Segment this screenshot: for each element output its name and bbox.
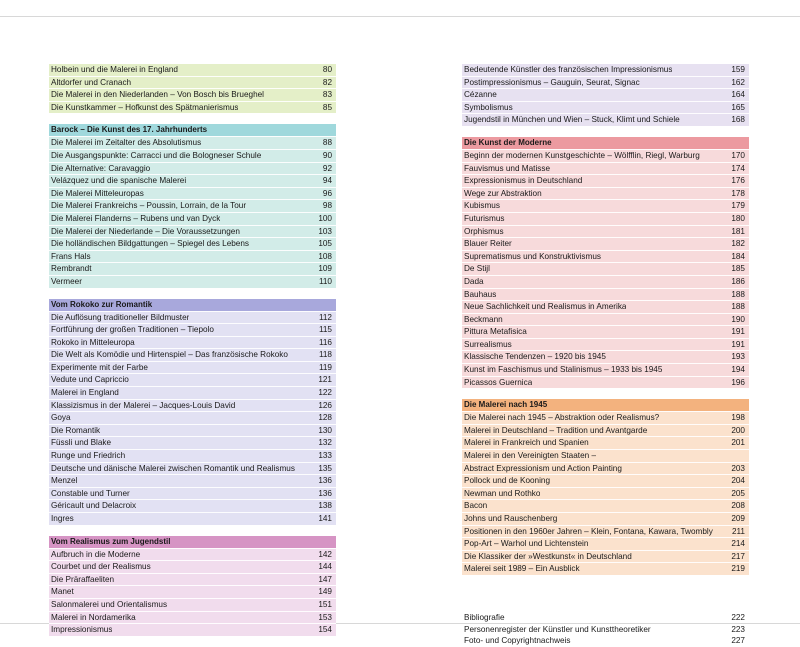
entry-title: Surrealismus xyxy=(464,339,512,349)
toc-section-realismus xyxy=(49,536,336,636)
entry-page-number: 116 xyxy=(318,337,332,347)
entry-page-number: 204 xyxy=(731,476,745,486)
toc-entry[interactable] xyxy=(462,350,749,363)
entry-page-number: 128 xyxy=(318,413,332,423)
toc-entry[interactable] xyxy=(462,537,749,550)
entry-page-number: 179 xyxy=(731,201,745,211)
entry-page-number: 151 xyxy=(318,599,332,609)
entry-title: Die Alternative: Caravaggio xyxy=(51,163,151,173)
entry-title: Fauvismus und Matisse xyxy=(464,163,551,173)
entry-title: Pop-Art – Warhol und Lichtenstein xyxy=(464,539,589,549)
entry-title: Die Auflösung traditioneller Bildmuster xyxy=(51,312,190,322)
entry-page-number: 181 xyxy=(731,226,745,236)
toc-entry[interactable] xyxy=(462,300,749,313)
entry-title: Holbein und die Malerei in England xyxy=(51,65,178,74)
toc-entry[interactable] xyxy=(49,162,336,175)
entry-page-number: 208 xyxy=(731,501,745,511)
toc-entry[interactable] xyxy=(49,225,336,238)
entry-title: Cézanne xyxy=(464,90,497,100)
toc-entry[interactable] xyxy=(49,573,336,586)
toc-entry[interactable] xyxy=(462,612,749,624)
toc-entry[interactable] xyxy=(49,336,336,349)
entry-title: Beckmann xyxy=(464,314,503,324)
entry-page-number: 201 xyxy=(731,438,745,448)
entry-page-number: 136 xyxy=(318,476,332,486)
entry-title: De Stijl xyxy=(464,264,490,274)
entry-title: Frans Hals xyxy=(51,251,91,261)
entry-title: Goya xyxy=(51,413,71,423)
toc-entry[interactable] xyxy=(49,237,336,250)
entry-page-number: 185 xyxy=(731,264,745,274)
toc-entry[interactable] xyxy=(462,225,749,238)
entry-title: Klassizismus in der Malerei – Jacques-Louis David xyxy=(51,400,236,410)
toc-entry[interactable] xyxy=(462,325,749,338)
left-page-column xyxy=(49,64,336,636)
entry-page-number: 136 xyxy=(318,488,332,498)
entry-page-number: 132 xyxy=(318,438,332,448)
entry-title: Die Malerei der Niederlande – Die Voraussetzungen xyxy=(51,226,240,236)
toc-entry[interactable] xyxy=(462,635,749,647)
entry-title: Personenregister der Künstler und Kunsttheoretiker xyxy=(464,624,651,634)
toc-entry[interactable] xyxy=(49,399,336,412)
entry-title: Géricault und Delacroix xyxy=(51,501,137,511)
entry-title: Malerei in Nordamerika xyxy=(51,612,136,622)
entry-title: Die Malerei im Zeitalter des Absolutismus xyxy=(51,138,202,148)
entry-page-number: 186 xyxy=(731,276,745,286)
toc-entry[interactable] xyxy=(462,149,749,162)
entry-page-number: 184 xyxy=(731,251,745,261)
toc-entry[interactable] xyxy=(462,338,749,351)
section-heading: Vom Realismus zum Jugendstil xyxy=(49,536,336,548)
toc-section-intro xyxy=(49,64,336,113)
toc-back-matter xyxy=(462,612,749,647)
entry-title: Runge und Friedrich xyxy=(51,451,126,461)
entry-page-number: 196 xyxy=(731,377,745,387)
entry-page-number: 223 xyxy=(731,624,745,634)
entry-page-number: 90 xyxy=(322,150,332,160)
entry-title: Die Malerei Frankreichs – Poussin, Lorrain, de la Tour xyxy=(51,201,247,211)
entry-title: Symbolismus xyxy=(464,102,513,112)
toc-entry[interactable] xyxy=(49,323,336,336)
entry-page-number: 164 xyxy=(731,90,745,100)
toc-entry[interactable] xyxy=(49,499,336,512)
entry-title: Klassische Tendenzen – 1920 bis 1945 xyxy=(464,352,606,362)
entry-title: Impressionismus xyxy=(51,625,113,635)
entry-title: Orphismus xyxy=(464,226,504,236)
entry-page-number: 203 xyxy=(731,463,745,473)
toc-entry[interactable] xyxy=(49,548,336,561)
entry-page-number: 176 xyxy=(731,176,745,186)
entry-title: Die Malerei in den Niederlanden – Von Bosch bis Brueghel xyxy=(51,90,265,100)
entry-page-number: 227 xyxy=(731,636,745,646)
entry-title: Jugendstil in München und Wien – Stuck, Klimt und Schiele xyxy=(464,115,680,125)
entry-page-number: 130 xyxy=(318,425,332,435)
entry-title: Courbet und der Realismus xyxy=(51,562,151,572)
entry-page-number: 88 xyxy=(322,138,332,148)
entry-page-number: 126 xyxy=(318,400,332,410)
entry-page-number: 174 xyxy=(731,163,745,173)
entry-title: Malerei in England xyxy=(51,388,119,398)
entry-page-number: 222 xyxy=(731,612,745,622)
entry-page-number: 142 xyxy=(318,549,332,559)
toc-entry[interactable] xyxy=(49,512,336,525)
toc-section-nach1945 xyxy=(462,399,749,575)
entry-title: Füssli und Blake xyxy=(51,438,112,448)
entry-page-number: 188 xyxy=(731,302,745,312)
toc-entry[interactable] xyxy=(462,436,749,449)
toc-entry[interactable] xyxy=(49,275,336,288)
toc-section-rokoko xyxy=(49,299,336,525)
toc-entry[interactable] xyxy=(462,162,749,175)
toc-entry[interactable] xyxy=(49,598,336,611)
toc-entry[interactable] xyxy=(49,373,336,386)
toc-entry[interactable] xyxy=(49,436,336,449)
toc-entry[interactable] xyxy=(462,288,749,301)
toc-entry[interactable] xyxy=(49,361,336,374)
entry-title: Die Romantik xyxy=(51,425,101,435)
entry-title: Ingres xyxy=(51,514,74,523)
entry-title: Die Präraffaeliten xyxy=(51,574,115,584)
toc-entry[interactable] xyxy=(49,250,336,263)
entry-page-number: 138 xyxy=(318,501,332,511)
entry-page-number: 110 xyxy=(318,276,332,286)
entry-title: Wege zur Abstraktion xyxy=(464,188,542,198)
entry-title: Kunst im Faschismus und Stalinismus – 1933 bis 1945 xyxy=(464,365,663,375)
entry-title: Picassos Guernica xyxy=(464,377,533,387)
entry-title: Postimpressionismus – Gauguin, Seurat, Signac xyxy=(464,77,640,87)
entry-title: Die Malerei Flanderns – Rubens und van Dyck xyxy=(51,213,221,223)
entry-page-number: 188 xyxy=(731,289,745,299)
entry-title: Bacon xyxy=(464,501,488,511)
toc-entry[interactable] xyxy=(49,101,336,114)
entry-page-number: 92 xyxy=(322,163,332,173)
entry-page-number: 80 xyxy=(322,65,332,74)
right-page-column xyxy=(462,64,749,647)
entry-title: Die Ausgangspunkte: Carracci und die Bologneser Schule xyxy=(51,150,262,160)
entry-title: Fortführung der großen Traditionen – Tiepolo xyxy=(51,325,214,335)
toc-entry[interactable] xyxy=(49,64,336,76)
entry-title: Experimente mit der Farbe xyxy=(51,362,148,372)
entry-page-number: 178 xyxy=(731,188,745,198)
entry-page-number: 141 xyxy=(318,514,332,523)
entry-page-number: 122 xyxy=(318,388,332,398)
toc-entry[interactable] xyxy=(49,212,336,225)
entry-page-number: 209 xyxy=(731,514,745,523)
toc-entry[interactable] xyxy=(49,262,336,275)
entry-page-number: 165 xyxy=(731,102,745,112)
entry-page-number: 82 xyxy=(322,77,332,87)
toc-entry[interactable] xyxy=(462,313,749,326)
toc-entry[interactable] xyxy=(462,88,749,101)
toc-entry[interactable] xyxy=(49,136,336,149)
toc-entry[interactable] xyxy=(462,76,749,89)
entry-title: Menzel xyxy=(51,476,78,486)
toc-entry[interactable] xyxy=(462,512,749,525)
toc-entry[interactable] xyxy=(462,487,749,500)
entry-page-number: 103 xyxy=(318,226,332,236)
toc-entry[interactable] xyxy=(462,101,749,114)
entry-title: Malerei in Deutschland – Tradition und Avantgarde xyxy=(464,425,648,435)
entry-page-number: 135 xyxy=(318,463,332,473)
entry-page-number: 159 xyxy=(731,65,745,74)
entry-title: Velázquez und die spanische Malerei xyxy=(51,176,187,186)
entry-page-number: 96 xyxy=(322,188,332,198)
toc-entry[interactable] xyxy=(462,449,749,462)
toc-entry[interactable] xyxy=(49,474,336,487)
entry-title: Suprematismus und Konstruktivismus xyxy=(464,251,601,261)
entry-title: Constable und Turner xyxy=(51,488,130,498)
entry-title: Pollock und de Kooning xyxy=(464,476,551,486)
toc-entry[interactable] xyxy=(462,262,749,275)
book-spread xyxy=(0,16,800,646)
entry-page-number: 121 xyxy=(318,375,332,385)
toc-entry[interactable] xyxy=(462,624,749,636)
entry-page-number: 115 xyxy=(318,325,332,335)
entry-title: Manet xyxy=(51,587,74,597)
entry-title: Blauer Reiter xyxy=(464,239,512,249)
toc-entry[interactable] xyxy=(462,525,749,538)
section-heading: Die Malerei nach 1945 xyxy=(462,399,749,411)
toc-entry[interactable] xyxy=(462,376,749,389)
toc-entry[interactable] xyxy=(49,424,336,437)
toc-entry[interactable] xyxy=(462,411,749,424)
entry-title: Beginn der modernen Kunstgeschichte – Wölfflin, Riegl, Warburg xyxy=(464,150,700,160)
entry-title: Die Malerei nach 1945 – Abstraktion oder Realismus? xyxy=(464,413,660,423)
toc-section-moderne xyxy=(462,137,749,388)
toc-section-barock xyxy=(49,124,336,287)
entry-title: Bedeutende Künstler des französischen Impressionismus xyxy=(464,65,673,74)
entry-page-number: 100 xyxy=(318,213,332,223)
entry-page-number: 168 xyxy=(731,115,745,125)
entry-title: Vermeer xyxy=(51,276,82,286)
entry-title: Die holländischen Bildgattungen – Spiegel des Lebens xyxy=(51,239,250,249)
entry-page-number: 98 xyxy=(322,201,332,211)
toc-entry[interactable] xyxy=(49,174,336,187)
toc-entry[interactable] xyxy=(49,311,336,324)
entry-page-number: 182 xyxy=(731,239,745,249)
entry-page-number xyxy=(739,450,745,462)
toc-entry[interactable] xyxy=(462,499,749,512)
toc-entry[interactable] xyxy=(462,212,749,225)
entry-title: Rembrandt xyxy=(51,264,92,274)
entry-title: Aufbruch in die Moderne xyxy=(51,549,141,559)
entry-page-number: 112 xyxy=(318,312,332,322)
toc-entry[interactable] xyxy=(49,88,336,101)
toc-entry[interactable] xyxy=(49,449,336,462)
entry-page-number: 200 xyxy=(731,425,745,435)
toc-entry[interactable] xyxy=(49,386,336,399)
entry-page-number: 153 xyxy=(318,612,332,622)
entry-title: Bauhaus xyxy=(464,289,497,299)
entry-title: Expressionismus in Deutschland xyxy=(464,176,583,186)
toc-entry[interactable] xyxy=(462,250,749,263)
toc-entry[interactable] xyxy=(49,199,336,212)
entry-page-number: 147 xyxy=(318,574,332,584)
toc-entry[interactable] xyxy=(462,424,749,437)
section-heading: Vom Rokoko zur Romantik xyxy=(49,299,336,311)
entry-page-number: 83 xyxy=(322,90,332,100)
toc-entry[interactable] xyxy=(462,113,749,126)
entry-page-number: 154 xyxy=(318,625,332,635)
entry-title: Kubismus xyxy=(464,201,500,211)
entry-page-number: 105 xyxy=(318,239,332,249)
entry-page-number: 219 xyxy=(731,564,745,574)
toc-entry[interactable] xyxy=(49,560,336,573)
toc-entry[interactable] xyxy=(462,550,749,563)
entry-title: Altdorfer und Cranach xyxy=(51,77,132,87)
toc-entry[interactable] xyxy=(462,199,749,212)
entry-page-number: 211 xyxy=(731,526,745,536)
entry-page-number: 144 xyxy=(318,562,332,572)
toc-entry[interactable] xyxy=(462,187,749,200)
entry-title: Johns und Rauschenberg xyxy=(464,514,558,523)
toc-entry[interactable] xyxy=(49,487,336,500)
entry-page-number: 133 xyxy=(318,451,332,461)
entry-title: Neue Sachlichkeit und Realismus in Amerika xyxy=(464,302,627,312)
toc-entry[interactable] xyxy=(49,76,336,89)
entry-page-number: 119 xyxy=(318,362,332,372)
toc-entry[interactable] xyxy=(462,174,749,187)
entry-page-number: 214 xyxy=(731,539,745,549)
entry-title: Die Welt als Komödie und Hirtenspiel – Das französische Rokoko xyxy=(51,350,288,360)
toc-entry[interactable] xyxy=(49,623,336,636)
entry-page-number: 194 xyxy=(731,365,745,375)
entry-title: Die Kunstkammer – Hofkunst des Spätmanierismus xyxy=(51,102,239,112)
entry-title: Salonmalerei und Orientalismus xyxy=(51,599,168,609)
entry-title: Abstract Expressionism und Action Painting xyxy=(464,463,622,473)
section-heading: Barock – Die Kunst des 17. Jahrhunderts xyxy=(49,124,336,136)
entry-title: Malerei in Frankreich und Spanien xyxy=(464,438,589,448)
entry-page-number: 191 xyxy=(731,339,745,349)
toc-entry[interactable] xyxy=(49,149,336,162)
entry-page-number: 170 xyxy=(731,150,745,160)
entry-title: Vedute und Capriccio xyxy=(51,375,129,385)
entry-title: Bibliografie xyxy=(464,612,505,622)
toc-entry[interactable] xyxy=(49,411,336,424)
entry-title: Positionen in den 1960er Jahren – Klein, Fontana, Kawara, Twombly xyxy=(464,526,713,536)
toc-entry[interactable] xyxy=(462,64,749,76)
entry-page-number: 205 xyxy=(731,488,745,498)
entry-page-number: 94 xyxy=(322,176,332,186)
entry-page-number: 162 xyxy=(731,77,745,87)
entry-title: Die Klassiker der »Westkunst« in Deutschland xyxy=(464,551,632,561)
toc-entry[interactable] xyxy=(462,363,749,376)
entry-page-number: 149 xyxy=(318,587,332,597)
section-heading: Die Kunst der Moderne xyxy=(462,137,749,149)
entry-title: Deutsche und dänische Malerei zwischen Romantik und Realismus xyxy=(51,463,295,473)
toc-entry[interactable] xyxy=(49,462,336,475)
entry-page-number: 190 xyxy=(731,314,745,324)
toc-entry[interactable] xyxy=(462,462,749,475)
entry-title: Pittura Metafisica xyxy=(464,327,527,337)
entry-title: Newman und Rothko xyxy=(464,488,541,498)
toc-entry[interactable] xyxy=(462,275,749,288)
entry-page-number: 193 xyxy=(731,352,745,362)
entry-page-number: 108 xyxy=(318,251,332,261)
toc-section-impressionismus xyxy=(462,64,749,126)
entry-title: Rokoko in Mitteleuropa xyxy=(51,337,135,347)
entry-page-number: 217 xyxy=(731,551,745,561)
entry-title: Malerei seit 1989 – Ein Ausblick xyxy=(464,564,580,574)
entry-title: Futurismus xyxy=(464,213,505,223)
toc-entry[interactable] xyxy=(49,348,336,361)
toc-entry[interactable] xyxy=(462,562,749,575)
entry-title: Malerei in den Vereinigten Staaten – xyxy=(464,451,596,461)
entry-title: Foto- und Copyrightnachweis xyxy=(464,636,571,646)
toc-entry[interactable] xyxy=(49,585,336,598)
entry-page-number: 85 xyxy=(322,102,332,112)
toc-entry[interactable] xyxy=(462,237,749,250)
toc-entry[interactable] xyxy=(49,611,336,624)
entry-page-number: 198 xyxy=(731,413,745,423)
entry-page-number: 180 xyxy=(731,213,745,223)
entry-page-number: 109 xyxy=(318,264,332,274)
entry-title: Dada xyxy=(464,276,484,286)
toc-entry[interactable] xyxy=(49,187,336,200)
toc-entry[interactable] xyxy=(462,474,749,487)
entry-page-number: 191 xyxy=(731,327,745,337)
entry-title: Die Malerei Mitteleuropas xyxy=(51,188,144,198)
entry-page-number: 118 xyxy=(318,350,332,360)
